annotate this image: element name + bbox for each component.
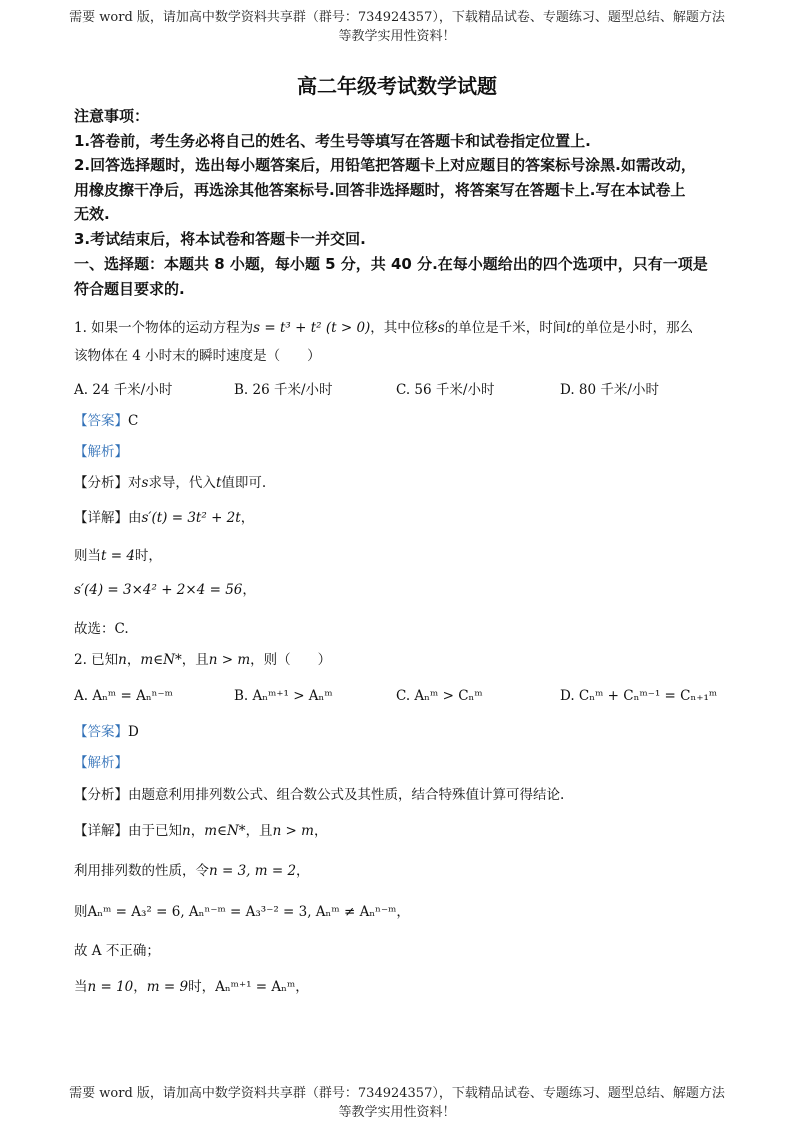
footer-line-2: 等教学实用性资料！ <box>338 1105 456 1120</box>
notice-heading: 注意事项： <box>74 107 150 125</box>
answer-tag: 【答案】 <box>74 724 128 740</box>
q1-stem-line-2: 该物体在 4 小时末的瞬时速度是（ ） <box>74 348 321 364</box>
q1-choose: 故选：C. <box>74 621 129 637</box>
q1-fenxi: 【分析】对s求导，代入t值即可. <box>74 475 267 491</box>
q2-when: 当n = 10，m = 9时，Aₙᵐ⁺¹ = Aₙᵐ， <box>74 979 309 995</box>
q2-analysis-tag: 【解析】 <box>74 755 128 771</box>
q2-perm: 利用排列数的性质，令n = 3, m = 2， <box>74 863 310 879</box>
q1-when: 则当t = 4时， <box>74 548 162 564</box>
q2-stem: 2. 已知n，m∈N*，且n > m，则（ ） <box>74 652 332 668</box>
notice-item-2b: 用橡皮擦干净后，再选涂其他答案标号.回答非选择题时，将答案写在答题卡上.写在本试卷上 <box>74 181 686 199</box>
notice-item-1: 1.答卷前，考生务必将自己的姓名、考生号等填写在答题卡和试卷指定位置上. <box>74 132 591 150</box>
notice-item-2c: 无效. <box>74 205 110 223</box>
page-header <box>0 8 794 46</box>
q2-option-d: D. Cₙᵐ + Cₙᵐ⁻¹ = Cₙ₊₁ᵐ <box>560 688 718 704</box>
page-title: 高二年级考试数学试题 <box>297 74 497 98</box>
q1-answer: 【答案】C <box>74 413 139 429</box>
section-1-line-2: 符合题目要求的. <box>74 280 185 298</box>
header-line-2: 等教学实用性资料！ <box>338 29 456 44</box>
q2-then: 则Aₙᵐ = A₃² = 6, Aₙⁿ⁻ᵐ = A₃³⁻² = 3, Aₙᵐ ≠ Aₙⁿ⁻ᵐ， <box>74 904 410 920</box>
q2-a-wrong: 故 A 不正确； <box>74 943 160 959</box>
q2-fenxi: 【分析】由题意利用排列数公式、组合数公式及其性质，结合特殊值计算可得结论. <box>74 787 565 803</box>
q2-answer: 【答案】D <box>74 724 139 740</box>
q1-option-d: D. 80 千米/小时 <box>560 382 659 398</box>
q1-calc: s′(4) = 3×4² + 2×4 = 56， <box>74 582 256 598</box>
footer-line-1: 需要 word 版，请加高中数学资料共享群（群号：734924357），下载精品试卷、专题练习、题型总结、解题方法 <box>69 1086 725 1101</box>
q1-option-b: B. 26 千米/小时 <box>234 382 333 398</box>
q1-option-a: A. 24 千米/小时 <box>74 382 173 398</box>
q2-option-c: C. Aₙᵐ > Cₙᵐ <box>396 688 483 704</box>
q1-analysis-tag: 【解析】 <box>74 444 128 460</box>
q1-formula: s = t³ + t² (t > 0) <box>253 320 371 336</box>
q2-option-a: A. Aₙᵐ = Aₙⁿ⁻ᵐ <box>74 688 173 704</box>
q1-option-c: C. 56 千米/小时 <box>396 382 495 398</box>
q1-detail: 【详解】由s′(t) = 3t² + 2t， <box>74 510 255 526</box>
answer-tag: 【答案】 <box>74 413 128 429</box>
q1-stem: 1. 如果一个物体的运动方程为s = t³ + t² (t > 0)，其中位移s的单位是千米，时间t的单位是小时，那么 <box>74 320 694 336</box>
header-line-1: 需要 word 版，请加高中数学资料共享群（群号：734924357），下载精品试卷、专题练习、题型总结、解题方法 <box>69 10 725 25</box>
q1-derivative: s′(t) = 3t² + 2t <box>141 510 241 526</box>
q2-option-b: B. Aₙᵐ⁺¹ > Aₙᵐ <box>234 688 333 704</box>
page-footer <box>0 1084 794 1122</box>
notice-item-2a: 2.回答选择题时，选出每小题答案后，用铅笔把答题卡上对应题目的答案标号涂黑.如需改动， <box>74 156 696 174</box>
q2-detail: 【详解】由于已知n，m∈N*，且n > m， <box>74 823 328 839</box>
section-1-line-1: 一、选择题：本题共 8 小题，每小题 5 分，共 40 分.在每小题给出的四个选项中，只有一项是 <box>74 255 708 273</box>
notice-item-3: 3.考试结束后，将本试卷和答题卡一并交回. <box>74 230 366 248</box>
